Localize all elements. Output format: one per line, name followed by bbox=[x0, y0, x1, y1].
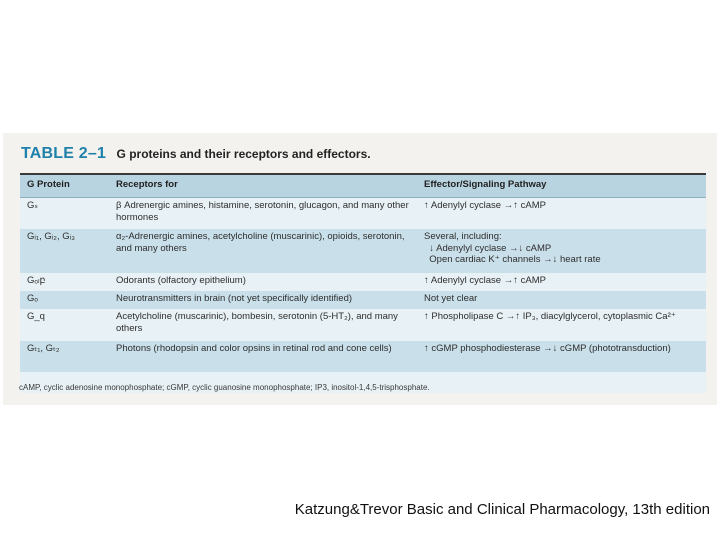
effector-cell: ↑ Adenylyl cyclase →↑ cAMP bbox=[424, 275, 546, 286]
table-footnote: cAMP, cyclic adenosine monophosphate; cGMP, cyclic guanosine monophosphate; IP3, inositol-1,4,5-trisphosphate. bbox=[19, 383, 430, 392]
table-row bbox=[20, 309, 706, 341]
table-scan-image bbox=[3, 133, 717, 405]
receptors-cell: α₂-Adrenergic amines, acetylcholine (muscarinic), opioids, serotonin, and many others bbox=[116, 231, 405, 254]
receptors-cell: β Adrenergic amines, histamine, serotonin, glucagon, and many other hormones bbox=[116, 200, 409, 223]
table-number: TABLE 2–1 bbox=[21, 145, 107, 162]
receptors-cell: Odorants (olfactory epithelium) bbox=[116, 275, 246, 286]
g-protein-cell: Gₒ bbox=[27, 293, 38, 304]
g-protein-table bbox=[20, 173, 706, 393]
table-row bbox=[20, 341, 706, 372]
g-protein-cell: Gₜ₁, Gₜ₂ bbox=[27, 343, 60, 354]
table-header-row bbox=[20, 175, 706, 198]
g-protein-cell: Gₒₗբ bbox=[27, 275, 46, 286]
header-receptors: Receptors for bbox=[116, 179, 178, 190]
effector-cell: ↑ Adenylyl cyclase →↑ cAMP bbox=[424, 200, 546, 211]
receptors-cell: Acetylcholine (muscarinic), bombesin, serotonin (5-HT₂), and many others bbox=[116, 311, 398, 334]
receptors-cell: Photons (rhodopsin and color opsins in retinal rod and cone cells) bbox=[116, 343, 392, 354]
header-effector: Effector/Signaling Pathway bbox=[424, 179, 547, 190]
table-caption: G proteins and their receptors and effectors. bbox=[116, 147, 371, 161]
header-g-protein: G Protein bbox=[27, 179, 70, 190]
table-row bbox=[20, 229, 706, 273]
effector-cell: ↑ cGMP phosphodiesterase →↓ cGMP (phototransduction) bbox=[424, 343, 671, 354]
receptors-cell: Neurotransmitters in brain (not yet specifically identified) bbox=[116, 293, 353, 304]
g-protein-cell: Gᵢ₁, Gᵢ₂, Gᵢ₃ bbox=[27, 231, 75, 242]
table-row bbox=[20, 291, 706, 309]
table-row bbox=[20, 198, 706, 229]
effector-cell: Several, including: ↓ Adenylyl cyclase →↓ cAMP Open cardiac K⁺ channels →↓ heart rate bbox=[424, 231, 601, 265]
effector-cell: Not yet clear bbox=[424, 293, 478, 304]
source-caption: Katzung&Trevor Basic and Clinical Pharmacology, 13th edition bbox=[294, 501, 710, 518]
effector-cell: ↑ Phospholipase C →↑ IP₃, diacylglycerol, cytoplasmic Ca²⁺ bbox=[424, 311, 676, 322]
g-protein-cell: G_q bbox=[27, 311, 45, 322]
g-protein-cell: Gₛ bbox=[27, 200, 38, 211]
table-row bbox=[20, 273, 706, 291]
table-title bbox=[21, 145, 371, 163]
